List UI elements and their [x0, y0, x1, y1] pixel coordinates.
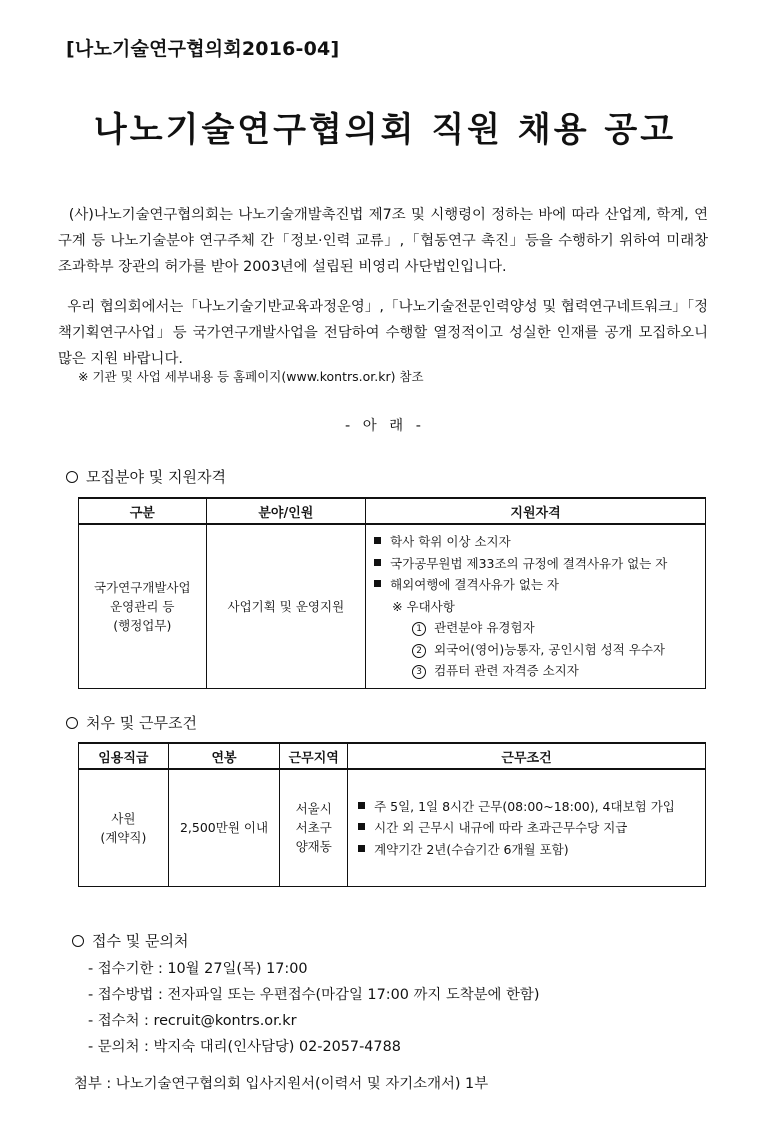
column-header: 연봉 — [168, 743, 280, 769]
category-line: 운영관리 등 — [110, 598, 175, 614]
category-line: 국가연구개발사업 — [93, 579, 191, 595]
square-bullet-icon — [358, 823, 365, 830]
intro-paragraph-1 — [58, 202, 708, 280]
location-line: 서울시 — [295, 801, 332, 817]
inquiry-line: - 문의처 : 박지숙 대리(인사담당) 02-2057-4788 — [88, 1039, 401, 1055]
intro-text-2: 우리 협의회에서는「나노기술기반교육과정운영」,「나노기술전문인력양성 및 협력연구네트워크」「정책기획연구사업」등 국가연구개발사업을 전담하여 수행할 열정적이고 성실한 인재를 공개 모집하오니 많은 지원 바랍니다. — [58, 299, 709, 367]
condition-text: 계약기간 2년(수습기간 6개월 포함) — [374, 841, 569, 857]
method-line: - 접수방법 : 전자파일 또는 우편접수(마감일 17:00 까지 도착분에 한함) — [88, 987, 540, 1003]
circle-bullet-icon — [66, 471, 78, 483]
rank-line: (계약직) — [100, 829, 147, 845]
category-cell — [79, 524, 207, 688]
category-line: (행정업무) — [113, 617, 172, 633]
section-conditions-heading — [66, 712, 197, 733]
rank-cell — [79, 769, 169, 886]
qualifications-list — [366, 525, 705, 688]
circled-number-icon: 2 — [412, 644, 426, 658]
contact-info — [88, 956, 539, 1060]
column-header: 임용직급 — [79, 743, 169, 769]
condition-text: 시간 외 근무시 내규에 따라 초과근무수당 지급 — [374, 820, 628, 835]
table-row — [79, 769, 706, 886]
section-title: 처우 및 근무조건 — [86, 714, 197, 732]
column-header: 근무지역 — [280, 743, 348, 769]
section-title: 접수 및 문의처 — [92, 932, 189, 950]
list-item — [374, 617, 697, 639]
conditions-cell — [348, 769, 706, 886]
qualification-text: 해외여행에 결격사유가 없는 자 — [390, 577, 559, 592]
recruitment-table — [78, 497, 706, 689]
section-recruitment-heading — [66, 466, 226, 487]
square-bullet-icon — [374, 559, 381, 566]
qualifications-cell — [366, 524, 706, 688]
preference-label: ※ 우대사항 — [392, 598, 455, 614]
homepage-note: ※ 기관 및 사업 세부내용 등 홈페이지(www.kontrs.or.kr) 참조 — [78, 369, 424, 384]
intro-text-1: (사)나노기술연구협의회는 나노기술개발촉진법 제7조 및 시행령이 정하는 바에 따라 산업계, 학계, 연구계 등 나노기술분야 연구주체 간「정보·인력 교류」,「협동연구 촉진」등을 수행하기 위하여 미래창조과학부 장관의 허가를 받아 2003년에 설립된 비영리 사단법인입니다. — [58, 207, 708, 275]
table-row — [79, 524, 706, 688]
table-header-row — [79, 743, 706, 769]
details-separator: - 아 래 - — [345, 418, 425, 434]
document-id: [나노기술연구협의회2016-04] — [66, 38, 340, 60]
square-bullet-icon — [358, 845, 365, 852]
qualification-text: 국가공무원법 제33조의 규정에 결격사유가 없는 자 — [390, 555, 668, 571]
condition-text: 주 5일, 1일 8시간 근무(08:00~18:00), 4대보험 가입 — [374, 798, 675, 814]
section-title: 모집분야 및 지원자격 — [86, 468, 226, 486]
conditions-list — [348, 790, 705, 867]
preference-text: 컴퓨터 관련 자격증 소지자 — [434, 663, 579, 678]
field-cell: 사업기획 및 운영지원 — [206, 524, 365, 688]
table-header-row — [79, 498, 706, 524]
circle-bullet-icon — [66, 717, 78, 729]
list-item — [374, 639, 697, 661]
list-item — [358, 817, 697, 839]
conditions-table — [78, 742, 706, 887]
square-bullet-icon — [374, 580, 381, 587]
list-item — [374, 553, 697, 575]
email-line: - 접수처 : recruit@kontrs.or.kr — [88, 1013, 297, 1029]
qualification-text: 학사 학위 이상 소지자 — [390, 534, 511, 549]
location-cell — [280, 769, 348, 886]
list-item — [358, 796, 697, 818]
rank-line: 사원 — [111, 810, 136, 826]
page-title: 나노기술연구협의회 직원 채용 공고 — [93, 110, 677, 150]
square-bullet-icon — [358, 802, 365, 809]
deadline-line: - 접수기한 : 10월 27일(목) 17:00 — [88, 961, 308, 977]
circled-number-icon: 3 — [412, 665, 426, 679]
list-item — [374, 660, 697, 682]
section-contact-heading — [72, 930, 188, 951]
intro-paragraph-2 — [58, 294, 708, 372]
square-bullet-icon — [374, 537, 381, 544]
column-header: 분야/인원 — [206, 498, 365, 524]
location-line: 서초구 — [295, 820, 332, 836]
preference-text: 관련분야 유경험자 — [434, 620, 535, 635]
list-item — [374, 531, 697, 553]
salary-cell: 2,500만원 이내 — [168, 769, 280, 886]
location-line: 양재동 — [295, 839, 332, 855]
circled-number-icon: 1 — [412, 622, 426, 636]
column-header: 근무조건 — [348, 743, 706, 769]
column-header: 구분 — [79, 498, 207, 524]
list-item — [358, 839, 697, 861]
attachment-note: 첨부 : 나노기술연구협의회 입사지원서(이력서 및 자기소개서) 1부 — [74, 1076, 489, 1092]
circle-bullet-icon — [72, 935, 84, 947]
column-header: 지원자격 — [366, 498, 706, 524]
list-item — [374, 574, 697, 596]
preference-text: 외국어(영어)능통자, 공인시험 성적 우수자 — [434, 641, 666, 657]
